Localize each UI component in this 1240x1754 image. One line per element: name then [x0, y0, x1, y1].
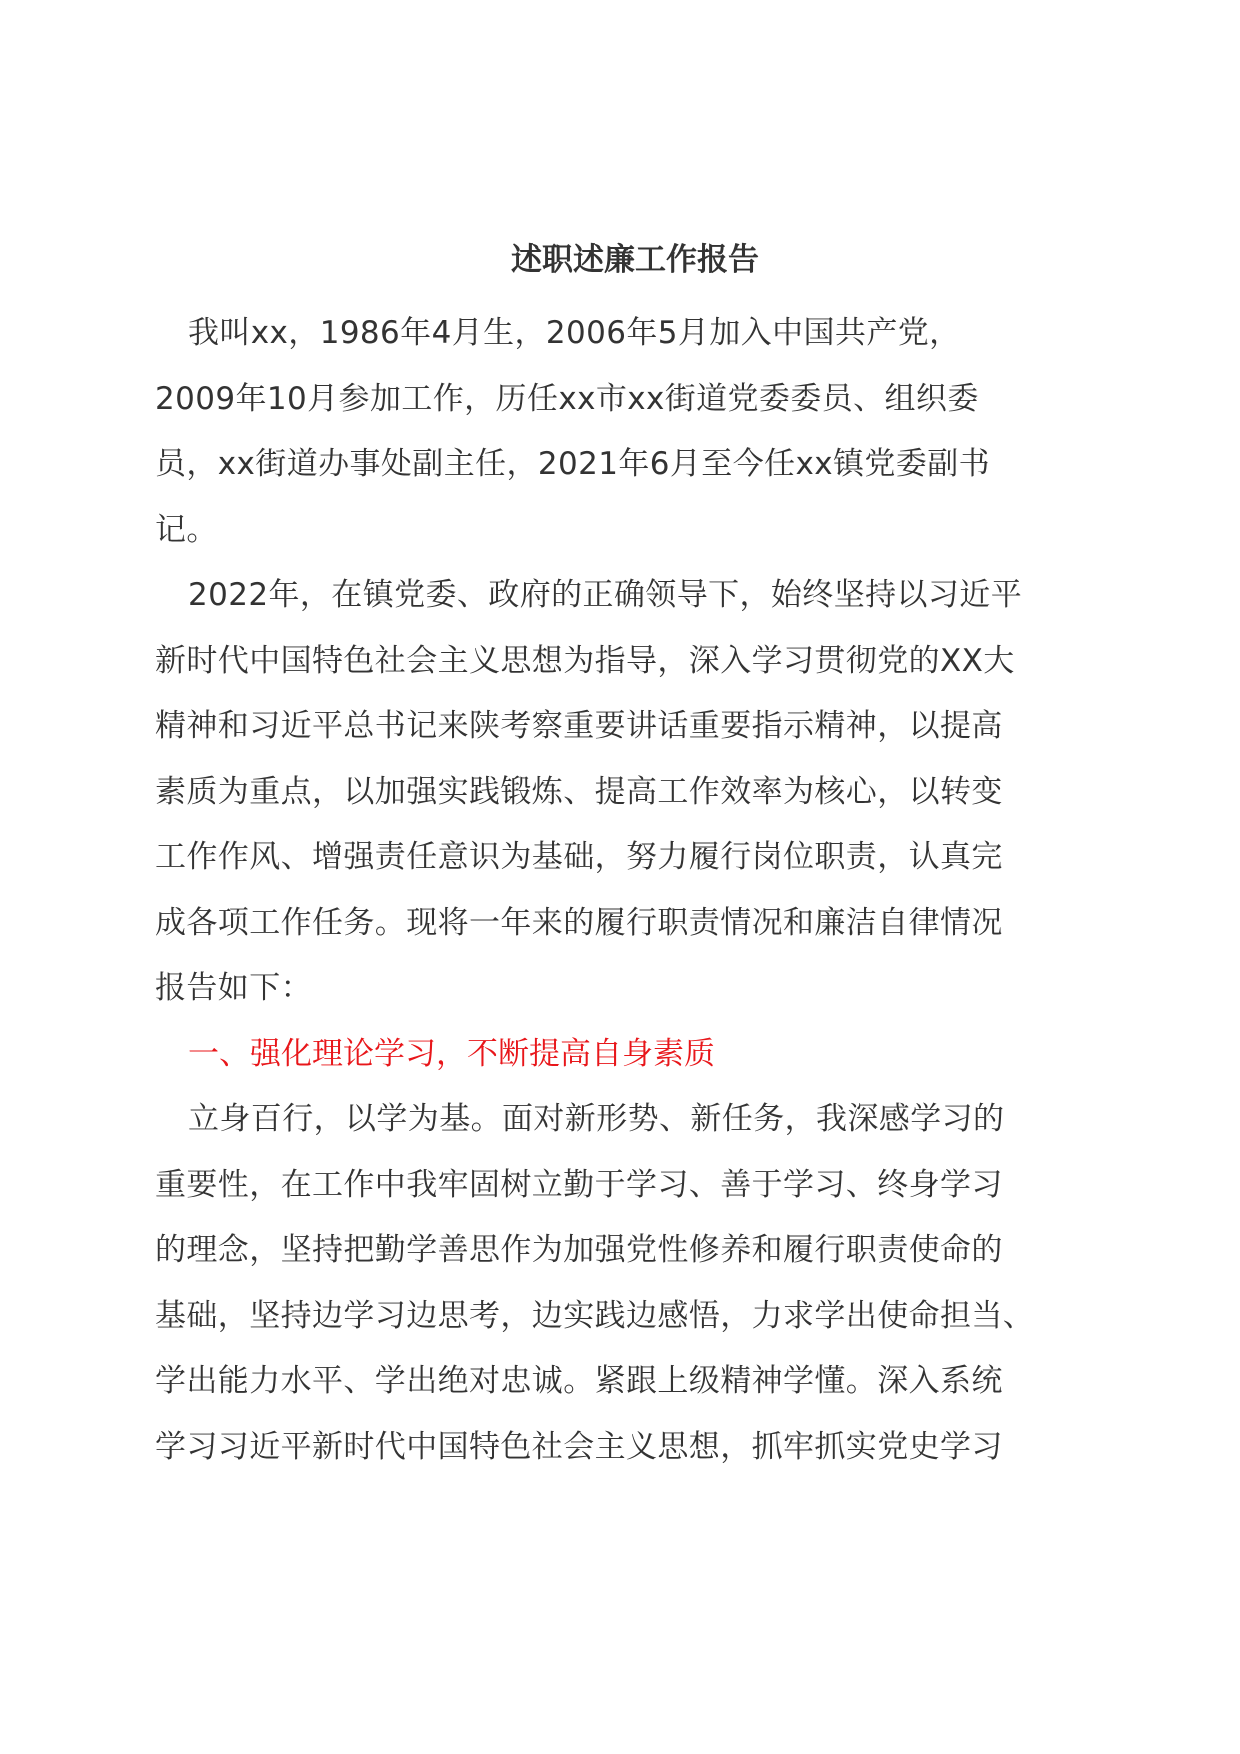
paragraph-intro: 我叫xx，1986年4月生，2006年5月加入中国共产党， 2009年10月参加工作，历任xx市xx街道党委委员、组织委 员，xx街道办事处副主任，2021年6月至今任xx镇党委副书 记。: [155, 315, 990, 548]
section-heading-1: 一、强化理论学习，不断提高自身素质: [188, 1035, 715, 1072]
paragraph-section-1: 立身百行，以学为基。面对新形势、新任务，我深感学习的 重要性，在工作中我牢固树立勤于学习、善于学习、终身学习 的理念，坚持把勤学善思作为加强党性修养和履行职责使命的 基础，坚持边学习边思考，边实践边感悟，力求学出使命担当、 学出能力水平、学出绝对忠诚。紧跟上级精神学懂。深入系统 学习习近平新时代中国特色社会主义思想，抓牢抓实党史学习: [155, 1101, 1035, 1465]
paragraph-summary: 2022年，在镇党委、政府的正确领导下，始终坚持以习近平 新时代中国特色社会主义思想为指导，深入学习贯彻党的XX大 精神和习近平总书记来陕考察重要讲话重要指示精神，以提高 素质为重点，以加强实践锻炼、提高工作效率为核心，以转变 工作作风、增强责任意识为基础，努力履行岗位职责，认真完 成各项工作任务。现将一年来的履行职责情况和廉洁自律情况 报告如下：: [155, 577, 1023, 1006]
document-body: [155, 238, 1085, 1480]
document-title: 述职述廉工作报告: [511, 242, 759, 278]
